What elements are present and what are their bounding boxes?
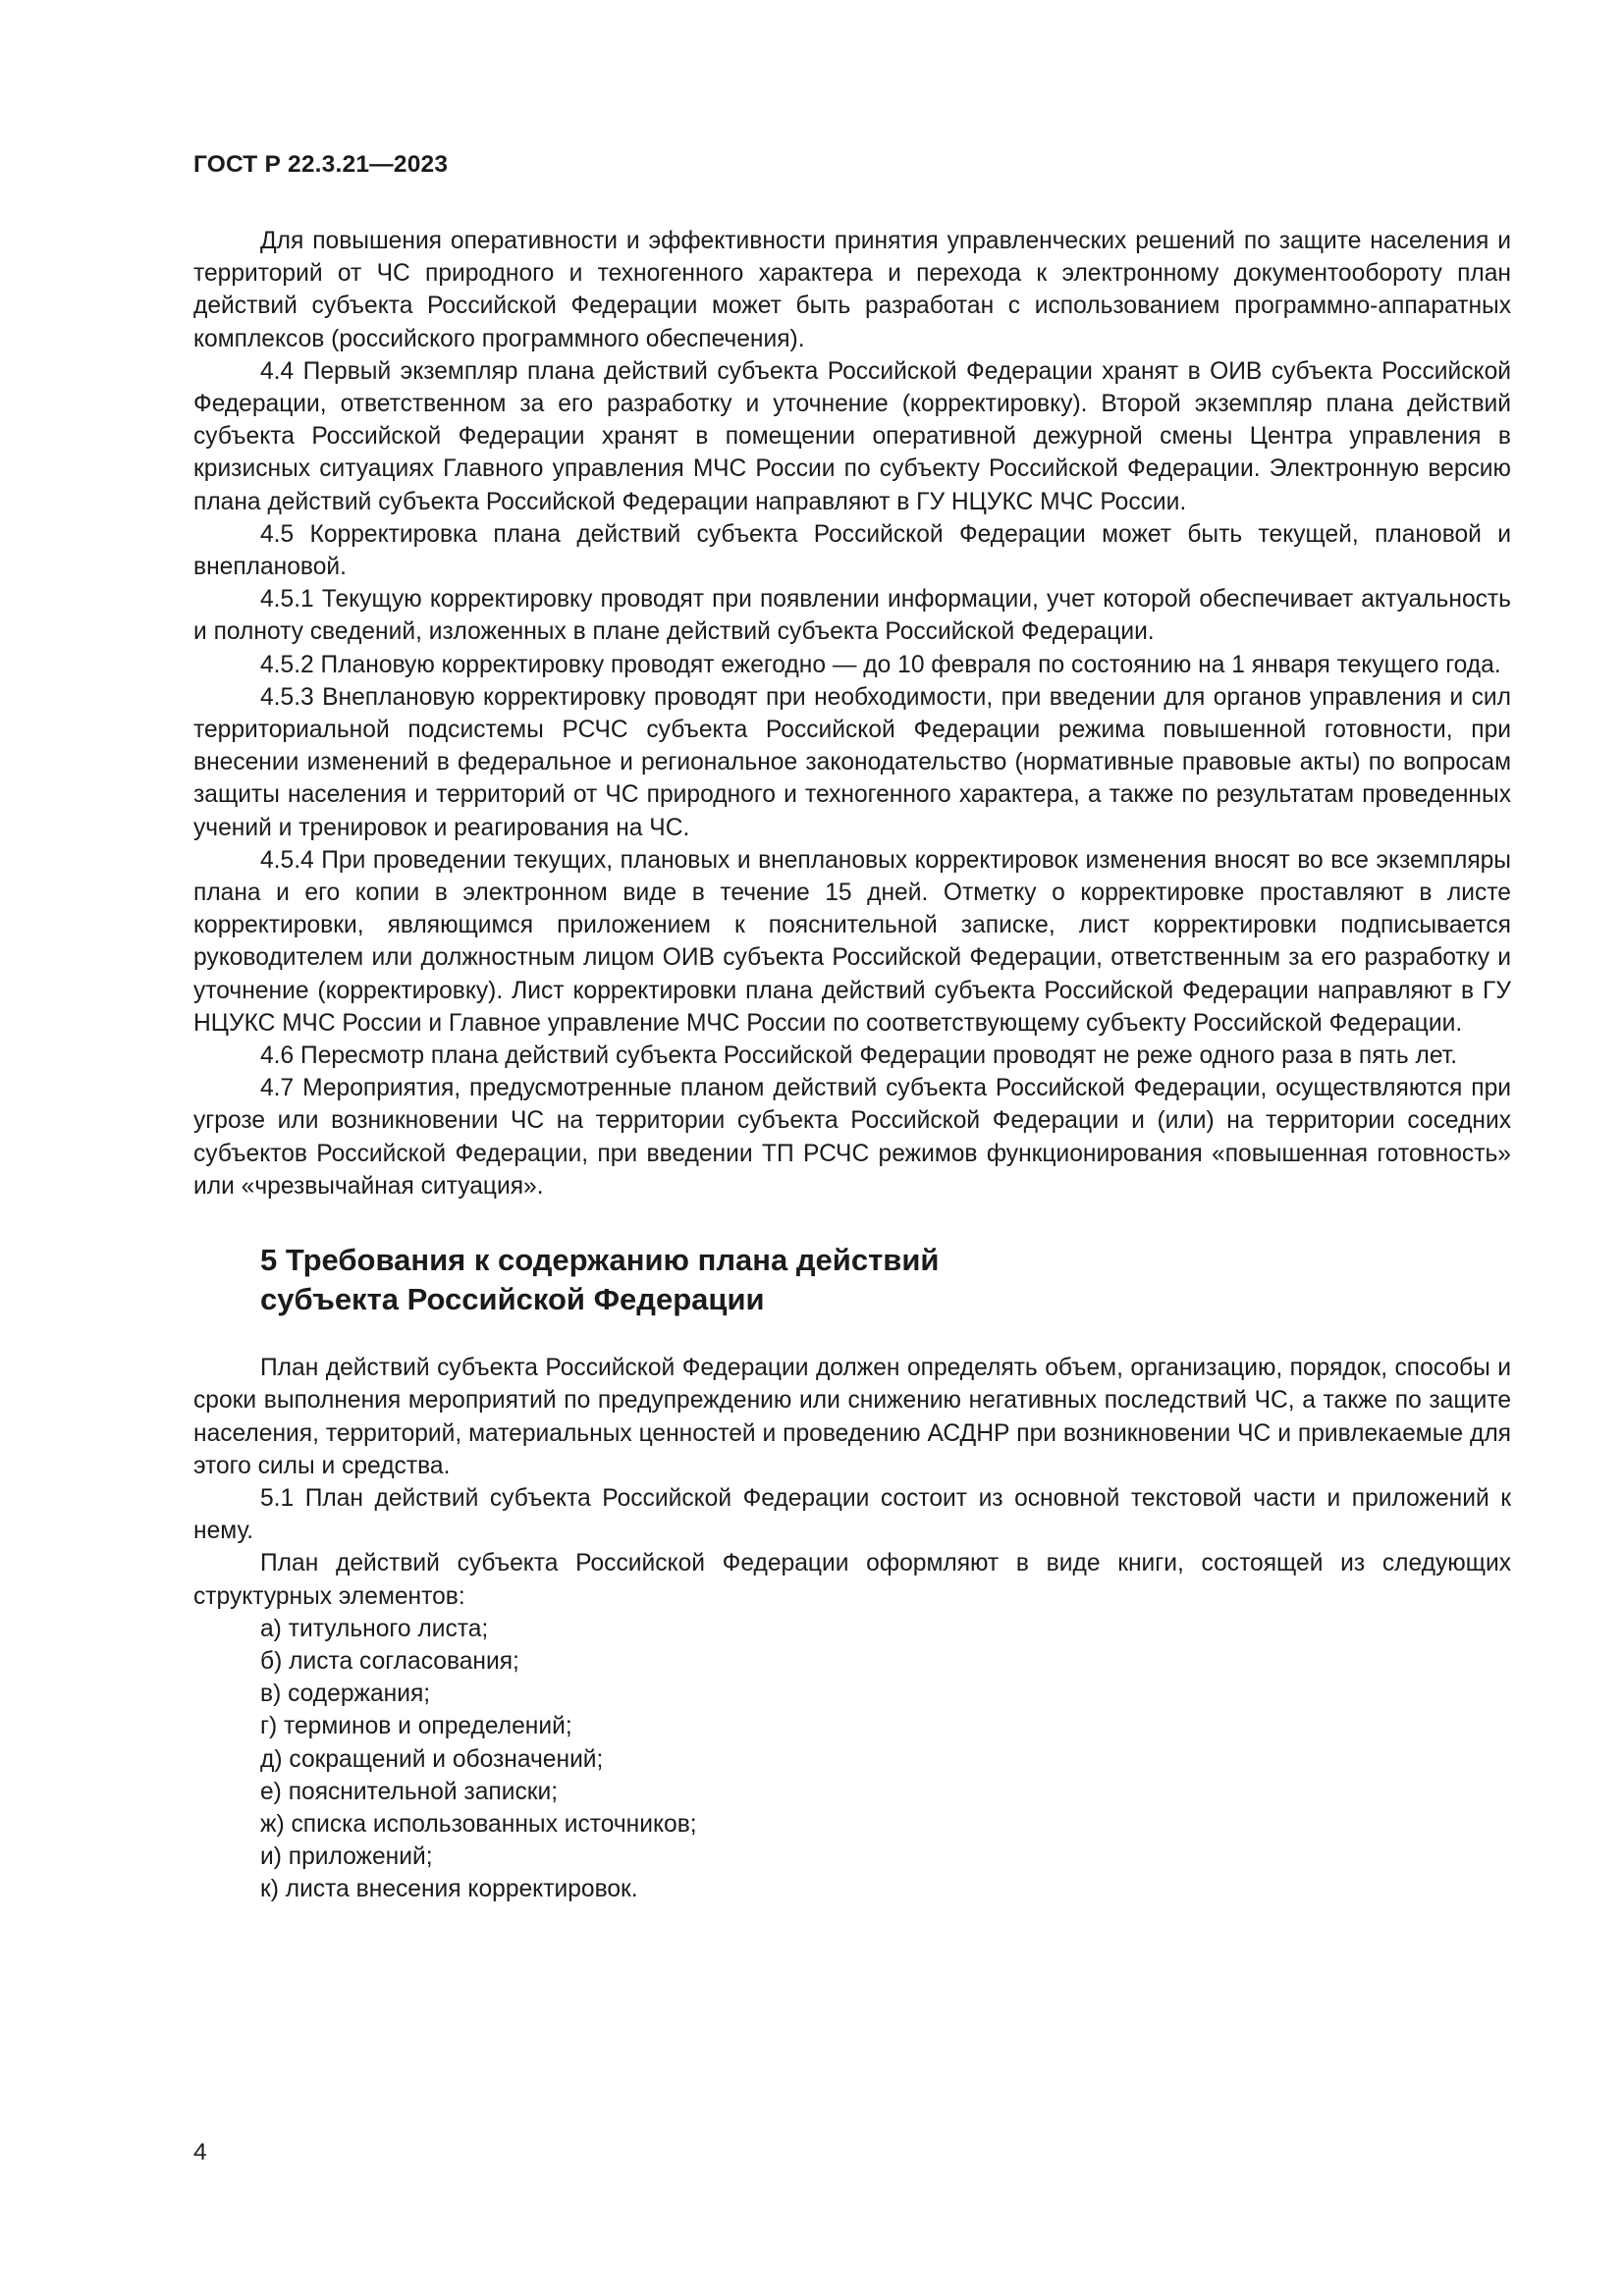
paragraph-5-1: 5.1 План действий субъекта Российской Федерации состоит из основной текстовой части и приложений к нему. xyxy=(193,1484,1511,1545)
section-5-title xyxy=(260,1241,1511,1319)
page-number: 4 xyxy=(193,2139,207,2165)
paragraph-5-structure: План действий субъекта Российской Федерации оформляют в виде книги, состоящей из следующих структурных элементов: xyxy=(193,1550,1511,1610)
paragraph-4-5-1: 4.5.1 Текущую корректировку проводят при появлении информации, учет которой обеспечивает актуальность и полноту сведений, изложенных в плане действий субъекта Российской Федерации. xyxy=(193,586,1511,646)
paragraph-5-intro: План действий субъекта Российской Федерации должен определять объем, организацию, порядок, способы и сроки выполнения мероприятий по предупреждению или снижению негативных последствий ЧС, а также по защите населения, территорий, материальных ценностей и проведению АСДНР при возникновении ЧС и привлекаемые для этого силы и средства. xyxy=(193,1355,1511,1479)
list-item: е) пояснительной записки; xyxy=(260,1778,559,1805)
section-5-title-line-1: 5 Требования к содержанию плана действий xyxy=(260,1243,940,1278)
paragraph-4-5-3: 4.5.3 Внеплановую корректировку проводят при необходимости, при введении для органов управления и сил территориальной подсистемы РСЧС субъекта Российской Федерации режима повышенной готовности, при внесении изменений в федеральное и региональное законодательство (нормативные правовые акты) по вопросам защиты населения и территорий от ЧС природного и техногенного характера, а также по результатам проведенных учений и тренировок и реагирования на ЧС. xyxy=(193,683,1511,841)
list-item: и) приложений; xyxy=(260,1843,433,1871)
list-item: д) сокращений и обозначений; xyxy=(260,1745,604,1773)
paragraph-4-6: 4.6 Пересмотр плана действий субъекта Российской Федерации проводят не реже одного раза в пять лет. xyxy=(260,1042,1458,1070)
paragraph-4-5-4: 4.5.4 При проведении текущих, плановых и внеплановых корректировок изменения вносят во все экземпляры плана и его копии в электронном виде в течение 15 дней. Отметку о корректировке проставляют в листе корректировки, являющимся приложением к пояснительной записке, лист корректировки подписывается руководителем или должностным лицом ОИВ субъекта Российской Федерации, ответственным за его разработку и уточнение (корректировку). Лист корректировки плана действий субъекта Российской Федерации направляют в ГУ НЦУКС МЧС России и Главное управление МЧС России по соответствующему субъекту Российской Федерации. xyxy=(193,846,1511,1037)
section-5-title-line-2: субъекта Российской Федерации xyxy=(260,1282,765,1317)
list-item: а) титульного листа; xyxy=(260,1615,489,1642)
standard-designation: ГОСТ Р 22.3.21—2023 xyxy=(193,151,449,178)
list-item: в) содержания; xyxy=(260,1681,431,1708)
paragraph-4-5: 4.5 Корректировка плана действий субъекта Российской Федерации может быть текущей, плановой и внеплановой. xyxy=(193,520,1511,581)
list-item: к) листа внесения корректировок. xyxy=(260,1876,638,1903)
list-item: б) листа согласования; xyxy=(260,1647,519,1675)
paragraph-intro: Для повышения оперативности и эффективности принятия управленческих решений по защите населения и территорий от ЧС природного и техногенного характера и перехода к электронному документообороту план действий субъекта Российской Федерации может быть разработан с использованием программно-аппаратных комплексов (российского программного обеспечения). xyxy=(193,228,1511,352)
structural-elements-list xyxy=(193,1613,1511,1906)
paragraph-4-5-2: 4.5.2 Плановую корректировку проводят ежегодно — до 10 февраля по состоянию на 1 января текущего года. xyxy=(260,651,1501,678)
paragraph-4-7: 4.7 Мероприятия, предусмотренные планом действий субъекта Российской Федерации, осуществляются при угрозе или возникновении ЧС на территории субъекта Российской Федерации и (или) на территории соседних субъектов Российской Федерации, при введении ТП РСЧС режимов функционирования «повышенная готовность» или «чрезвычайная ситуация». xyxy=(193,1075,1511,1200)
paragraph-4-4: 4.4 Первый экземпляр плана действий субъекта Российской Федерации хранят в ОИВ субъекта Российской Федерации, ответственном за его разработку и уточнение (корректировку). Второй экземпляр плана действий субъекта Российской Федерации хранят в помещении оперативной дежурной смены Центра управления в кризисных ситуациях Главного управления МЧС России по субъекту Российской Федерации. Электронную версию плана действий субъекта Российской Федерации направляют в ГУ НЦУКС МЧС России. xyxy=(193,357,1511,515)
list-item: ж) списка использованных источников; xyxy=(260,1810,697,1838)
list-item: г) терминов и определений; xyxy=(260,1713,572,1740)
document-body xyxy=(193,225,1511,1906)
